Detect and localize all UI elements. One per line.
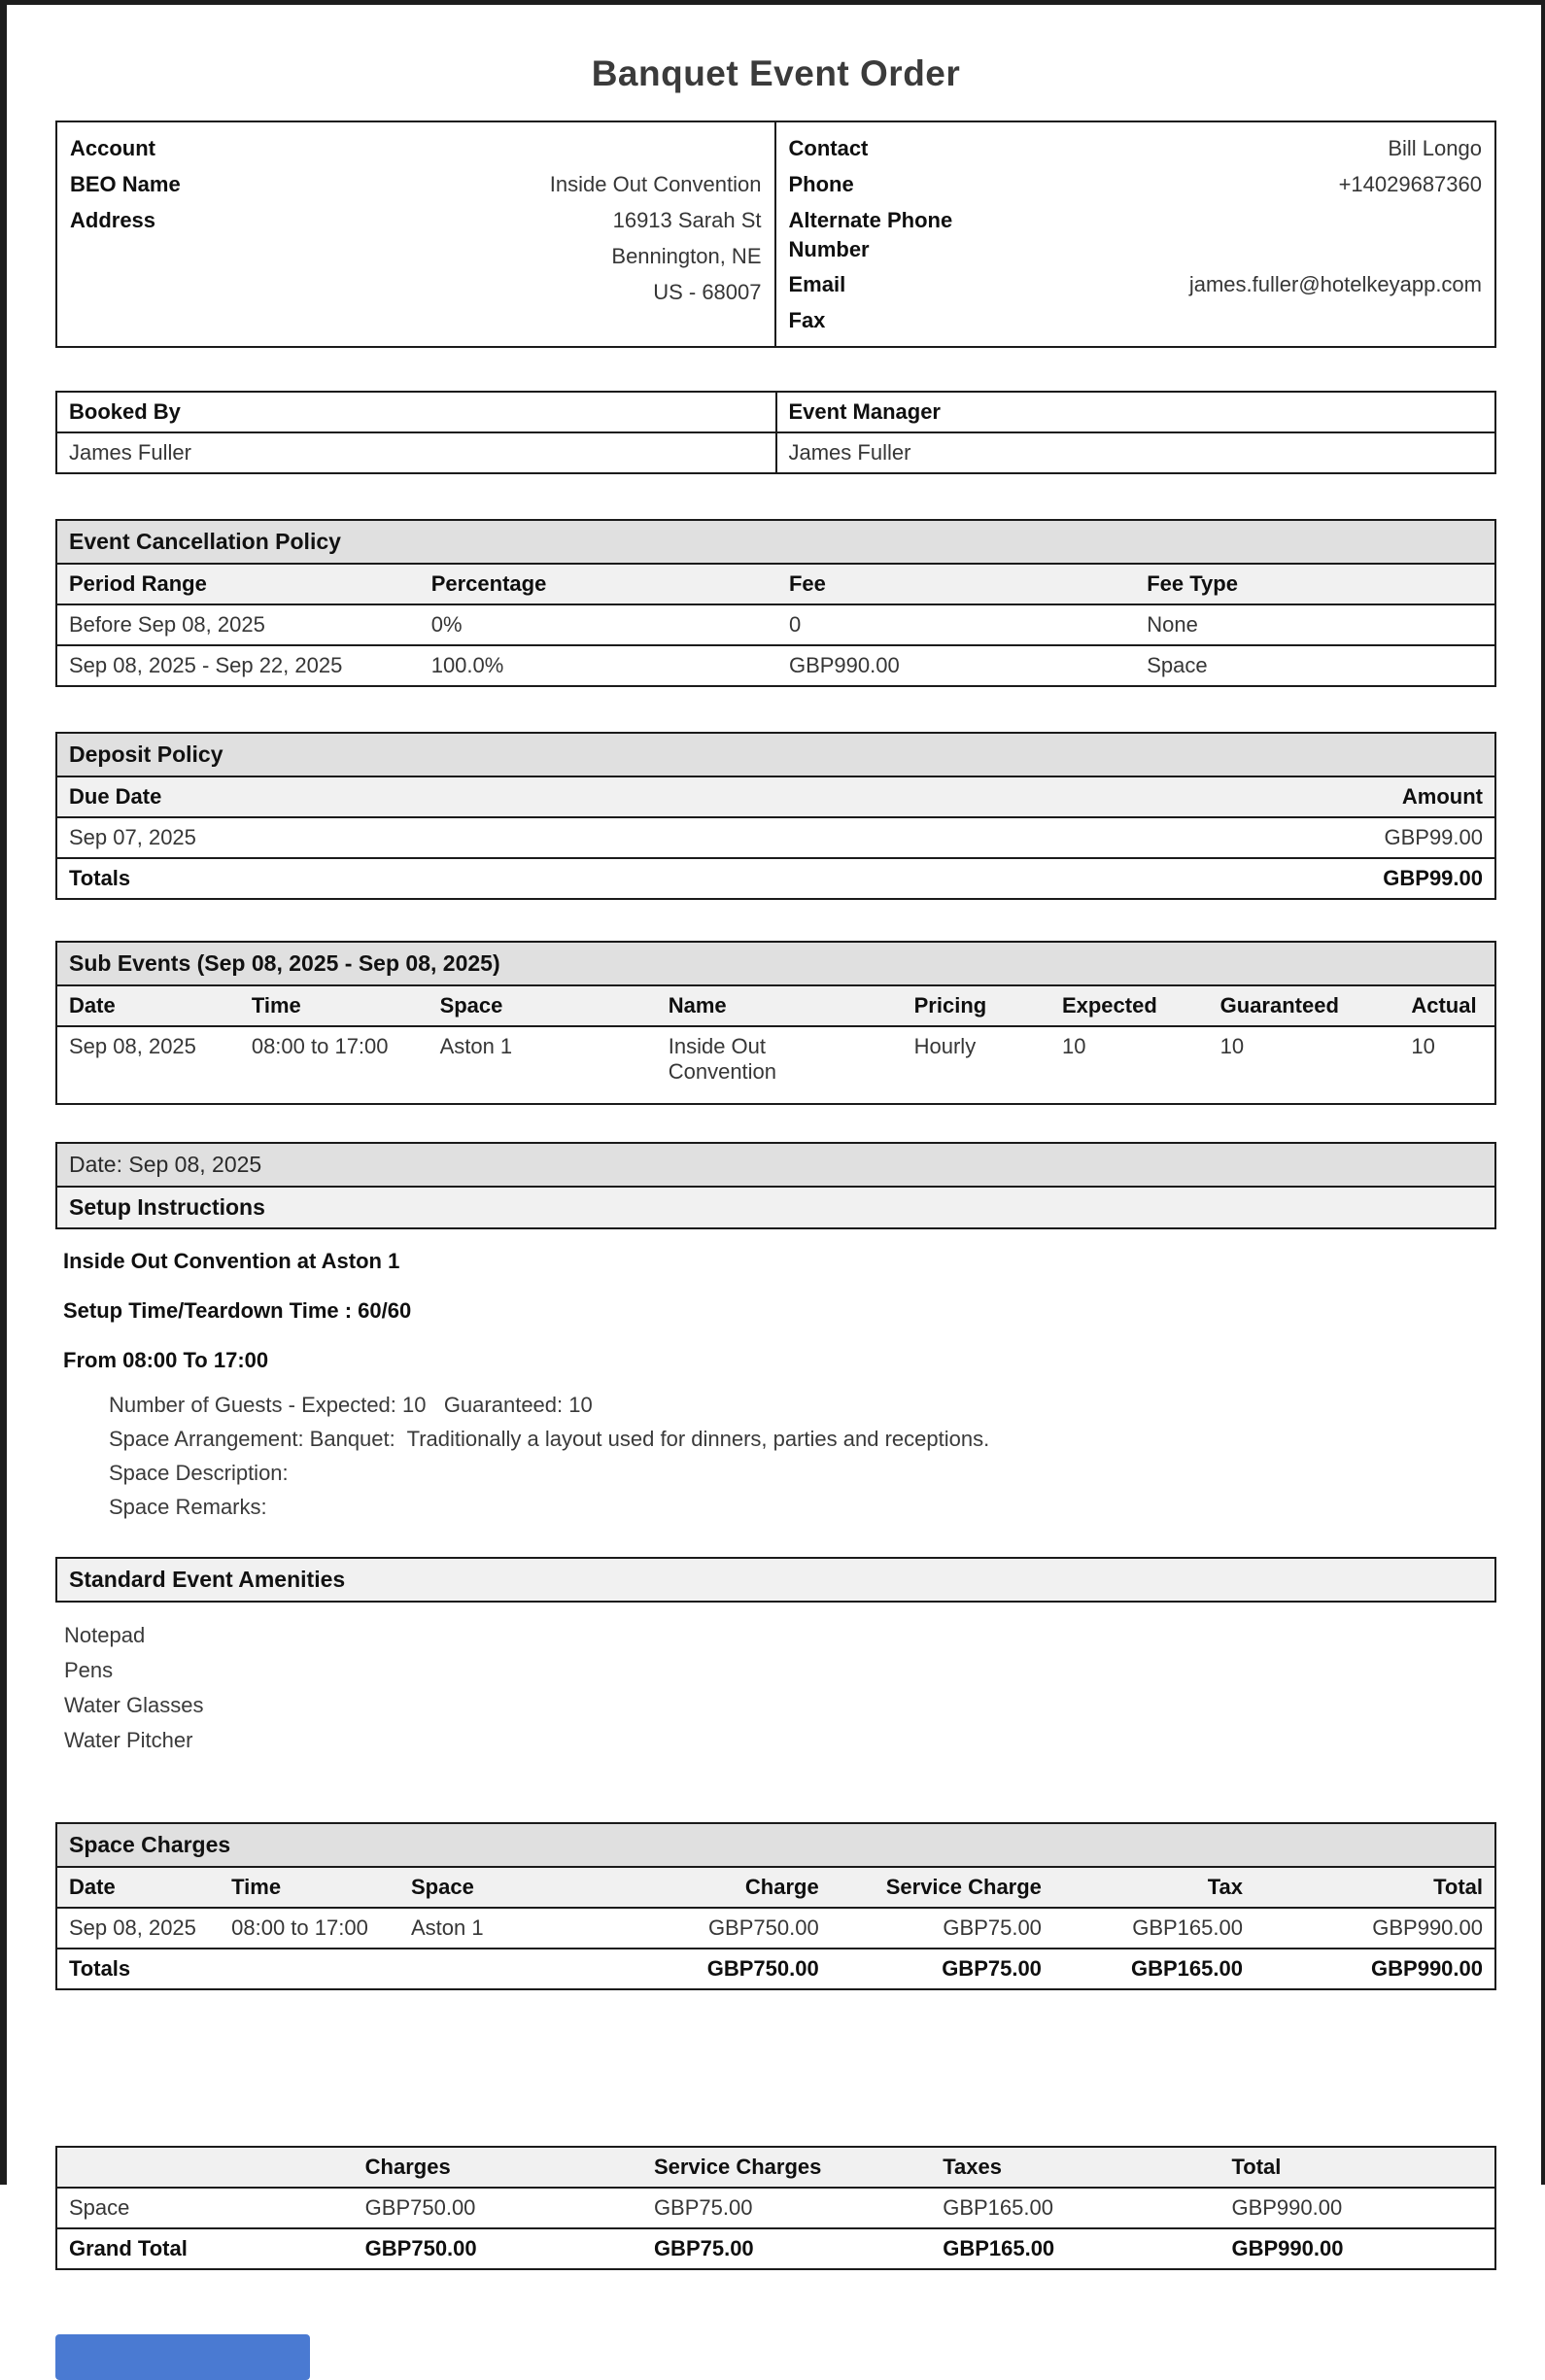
cancellation-policy-title: Event Cancellation Policy xyxy=(57,521,1494,565)
cancellation-row: Before Sep 08, 2025 0% 0 None xyxy=(69,612,1198,637)
cancellation-row: Sep 08, 2025 - Sep 22, 2025 100.0% GBP990.00 Space xyxy=(57,645,1494,685)
col-expected: Expected xyxy=(1050,986,1209,1026)
sub-events-table xyxy=(57,986,1494,1103)
col-pricing: Pricing xyxy=(903,986,1050,1026)
beo-name-value: Inside Out Convention xyxy=(549,172,762,196)
amenity-item: Pens xyxy=(64,1658,114,1682)
col-percentage: Percentage xyxy=(420,565,777,604)
email-value: james.fuller@hotelkeyapp.com xyxy=(1188,272,1482,296)
blue-action-button[interactable] xyxy=(55,2334,310,2380)
beo-name-label: BEO Name xyxy=(70,172,181,196)
col-charge: Charge xyxy=(612,1868,831,1908)
col-time: Time xyxy=(220,1868,399,1908)
col-taxes: Taxes xyxy=(931,2148,1219,2188)
col-actual: Actual xyxy=(1399,986,1494,1026)
fax-label: Fax xyxy=(788,308,826,332)
setup-teardown-line: Setup Time/Teardown Time : 60/60 xyxy=(63,1298,412,1323)
event-manager-header: Event Manager xyxy=(776,393,1495,432)
col-total: Total xyxy=(1219,2148,1494,2188)
amenity-item: Water Glasses xyxy=(64,1693,204,1717)
address-line-1: 16913 Sarah St xyxy=(612,208,762,232)
space-charges-title: Space Charges xyxy=(57,1824,1494,1868)
summary-space-row: Space GBP750.00 GBP75.00 GBP165.00 GBP990.00 xyxy=(69,2195,1343,2220)
alternate-phone-label: Alternate Phone Number xyxy=(788,208,953,261)
col-charges: Charges xyxy=(354,2148,642,2188)
space-arrangement-line: Space Arrangement: Banquet: Traditionally a layout used for dinners, parties and receptions. xyxy=(109,1427,990,1451)
col-space: Space xyxy=(399,1868,612,1908)
col-tax: Tax xyxy=(1053,1868,1254,1908)
amenities-title: Standard Event Amenities xyxy=(57,1559,1494,1601)
cancellation-policy-table xyxy=(57,565,1494,685)
contact-row xyxy=(789,128,1483,164)
cancellation-policy-section xyxy=(55,519,1496,687)
account-cell xyxy=(57,122,776,346)
deposit-totals-row: Totals GBP99.00 xyxy=(57,858,1494,898)
space-charges-section xyxy=(55,1822,1496,1990)
amenities-list xyxy=(55,1618,1496,1758)
col-period-range: Period Range xyxy=(57,565,420,604)
contact-cell xyxy=(776,122,1495,346)
booked-by-table xyxy=(57,393,1494,472)
col-service-charge: Service Charge xyxy=(831,1868,1053,1908)
deposit-policy-title: Deposit Policy xyxy=(57,734,1494,777)
deposit-policy-table xyxy=(57,777,1494,898)
day-date-header: Date: Sep 08, 2025 xyxy=(57,1144,1494,1188)
col-due-date: Due Date xyxy=(57,777,919,817)
phone-value: +14029687360 xyxy=(1338,172,1482,196)
charges-summary-table xyxy=(57,2148,1494,2268)
space-charge-row: Sep 08, 2025 08:00 to 17:00 Aston 1 GBP750.00 GBP75.00 GBP165.00 GBP990.00 xyxy=(69,1915,1483,1940)
sub-event-name: Inside Out Convention xyxy=(668,1034,777,1084)
space-remarks-line: Space Remarks: xyxy=(109,1495,267,1519)
beo-name-row xyxy=(70,164,762,200)
space-charges-table xyxy=(57,1868,1494,1988)
email-row xyxy=(789,264,1483,300)
address-row xyxy=(70,200,762,236)
col-total: Total xyxy=(1254,1868,1494,1908)
setup-event-space-line: Inside Out Convention at Aston 1 xyxy=(63,1249,400,1273)
amenities-section xyxy=(55,1557,1496,1603)
col-fee: Fee xyxy=(777,565,1135,604)
col-time: Time xyxy=(240,986,429,1026)
col-guaranteed: Guaranteed xyxy=(1209,986,1400,1026)
booked-by-value: James Fuller xyxy=(57,432,776,472)
page-title: Banquet Event Order xyxy=(591,53,961,93)
amenity-item: Water Pitcher xyxy=(64,1728,193,1752)
col-fee-type: Fee Type xyxy=(1135,565,1494,604)
col-service-charges: Service Charges xyxy=(642,2148,931,2188)
deposit-policy-section xyxy=(55,732,1496,900)
col-amount: Amount xyxy=(919,777,1494,817)
event-manager-value: James Fuller xyxy=(788,440,911,465)
sub-events-title: Sub Events (Sep 08, 2025 - Sep 08, 2025) xyxy=(57,943,1494,986)
address-line-2: Bennington, NE xyxy=(611,244,762,268)
contact-label: Contact xyxy=(788,136,869,160)
col-empty xyxy=(57,2148,354,2188)
email-label: Email xyxy=(788,272,846,296)
grand-total-row: Grand Total GBP750.00 GBP75.00 GBP165.00 GBP990.00 xyxy=(57,2228,1494,2268)
col-date: Date xyxy=(57,1868,220,1908)
address-row-3 xyxy=(70,272,762,308)
deposit-row: Sep 07, 2025 GBP99.00 xyxy=(69,825,1483,849)
booked-by-header: Booked By xyxy=(57,393,776,432)
booked-by-box xyxy=(55,391,1496,474)
space-charges-totals-row: Totals GBP750.00 GBP75.00 GBP165.00 GBP990.00 xyxy=(57,1949,1494,1988)
phone-label: Phone xyxy=(788,172,854,196)
col-date: Date xyxy=(57,986,240,1026)
contact-value: Bill Longo xyxy=(1388,136,1482,160)
phone-row xyxy=(789,164,1483,200)
account-label: Account xyxy=(70,136,155,160)
address-label: Address xyxy=(70,208,156,232)
alternate-phone-row xyxy=(789,200,1483,264)
setup-instructions-body xyxy=(55,1243,1496,1524)
col-space: Space xyxy=(429,986,657,1026)
col-name: Name xyxy=(657,986,903,1026)
fax-row xyxy=(789,300,1483,336)
account-contact-box xyxy=(55,121,1496,348)
address-line-3: US - 68007 xyxy=(653,280,762,304)
account-row xyxy=(70,128,762,164)
sub-events-section xyxy=(55,941,1496,1105)
sub-event-row: Sep 08, 2025 08:00 to 17:00 Aston 1 Inside Out Convention Hourly 10 10 10 xyxy=(69,1034,1435,1084)
charges-summary-section xyxy=(55,2146,1496,2270)
setup-from-to-line: From 08:00 To 17:00 xyxy=(63,1348,269,1372)
amenity-item: Notepad xyxy=(64,1623,146,1647)
day-header-block xyxy=(55,1142,1496,1229)
setup-instructions-header: Setup Instructions xyxy=(57,1188,1494,1227)
address-row-2 xyxy=(70,236,762,272)
space-description-line: Space Description: xyxy=(109,1461,289,1485)
guests-line: Number of Guests - Expected: 10 Guaranteed: 10 xyxy=(109,1393,593,1417)
